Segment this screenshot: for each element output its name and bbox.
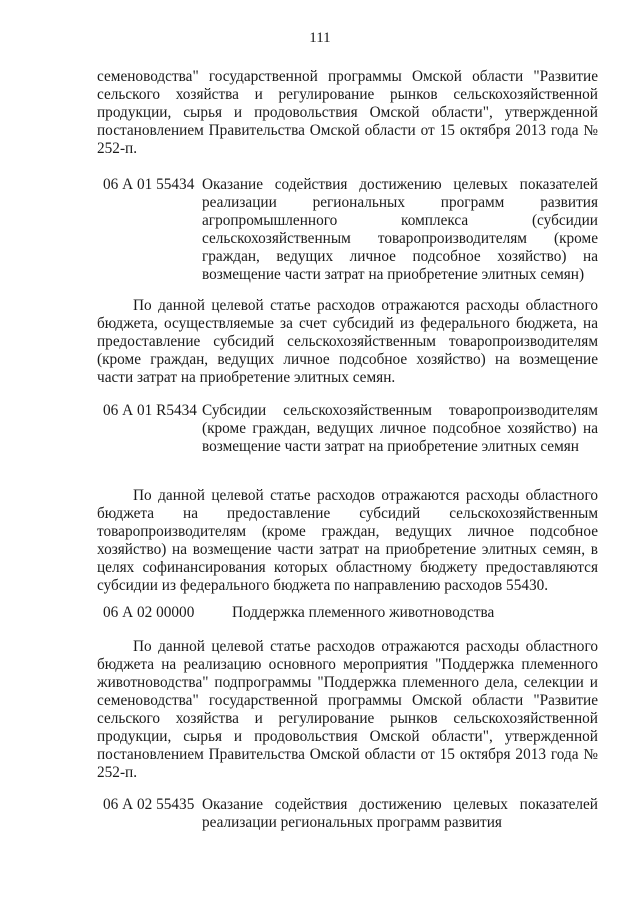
classification-code: 06 А 01 55434 [103,176,195,193]
classification-code: 06 А 02 55435 [103,796,195,813]
paragraph-cofinancing: По данной целевой статье расходов отражаются расходы областного бюджета на предоставление субсидий сельскохозяйственным товаропроизводителям (кроме граждан, ведущих личное подсобное хозяйство) на возмещение части затрат на приобретение элитных семян, в целях софинансирования которых областному бюджету предоставляются субсидии из федерального бюджета по направлению расходов 55430. [97,487,598,594]
paragraph-program-reference: семеноводства" государственной программы Омской области "Развитие сельского хозяйства и регулирование рынков сельскохозяйственной продукции, сырья и продовольствия Омской области", утвержденной постановлением Правительства Омской области от 15 октября 2013 года № 252-п. [97,68,598,157]
paragraph-breeding-support: По данной целевой статье расходов отражаются расходы областного бюджета на реализацию основного мероприятия "Поддержка племенного животноводства" подпрограммы "Поддержка племенного дела, селекции и семеноводства" государственной программы Омской области "Развитие сельского хозяйства и регулирование рынков сельскохозяйственной продукции, сырья и продовольствия Омской области", утвержденной постановлением Правительства Омской области от 15 октября 2013 года № 252-п. [97,638,598,781]
classification-code: 06 А 02 00000 [103,604,195,621]
classification-code: 06 А 01 R5434 [103,402,197,419]
page-number: 111 [309,30,331,46]
entry-description: Оказание содействия достижению целевых показателей реализации региональных программ развития [202,796,598,831]
budget-entry-55435 [97,796,598,832]
paragraph-federal-subsidies: По данной целевой статье расходов отражаются расходы областного бюджета, осуществляемые за счет субсидий из федерального бюджета, на предоставление субсидий сельскохозяйственным товаропроизводителям (кроме граждан, ведущих личное подсобное хозяйство) на возмещение части затрат на приобретение элитных семян. [97,297,598,386]
budget-entry-55434 [97,176,598,284]
budget-entry-r5434 [97,402,598,456]
entry-description: Поддержка племенного животноводства [232,604,495,621]
entry-description: Субсидии сельскохозяйственным товаропроизводителям (кроме граждан, ведущих личное подсобное хозяйство) на возмещение части затрат на приобретение элитных семян [202,402,598,455]
entry-description: Оказание содействия достижению целевых показателей реализации региональных программ развития агропромышленного комплекса (субсидии сельскохозяйственным товаропроизводителям (кроме граждан, ведущих личное подсобное хозяйство) на возмещение части затрат на приобретение элитных семян) [202,176,598,283]
budget-entry-02-00000 [97,604,598,622]
